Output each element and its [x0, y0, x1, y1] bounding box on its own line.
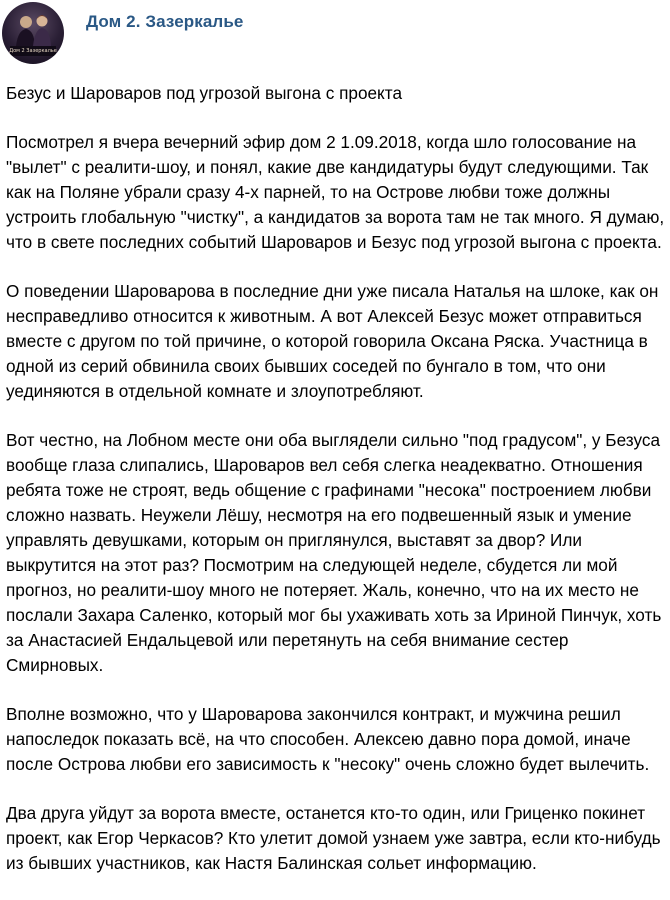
post-paragraph: О поведении Шароварова в последние дни уже писала Наталья на шлоке, как он несправедливо относится к животным. А вот Алексей Безус может отправиться вместе с другом по той причине, о которой говорила Оксана Ряска. Участница в одной из серий обвинила своих бывших соседей по бунгало в том, что они уединяются в отдельной комнате и злоупотребляют. [6, 281, 659, 401]
post-title: Безус и Шароваров под угрозой выгона с проекта [6, 83, 403, 103]
post-paragraph: Посмотрел я вчера вечерний эфир дом 2 1.09.2018, когда шло голосование на "вылет" с реалити-шоу, и понял, какие две кандидатуры будут следующими. Так как на Поляне убрали сразу 4-х парней, то на Острове любви тоже должны устроить глобальную "чистку", а кандидатов за ворота там не так много. Я думаю, что в свете последних событий Шароваров и Безус под угрозой выгона с проекта. [6, 132, 665, 252]
community-avatar[interactable] [2, 2, 64, 64]
svg-text:Дом 2 Зазеркалье: Дом 2 Зазеркалье [9, 48, 57, 54]
avatar-image-icon [2, 2, 64, 64]
post-text [6, 81, 666, 900]
post-paragraph: Вот честно, на Лобном месте они оба выглядели сильно "под градусом", у Безуса вообще глаза слипались, Шароваров вел себя слегка неадекватно. Отношения ребята тоже не строят, ведь общение с графинами "несока" построением любви сложно назвать. Неужели Лёшу, несмотря на его подвешенный язык и умение управлять девушками, которым он приглянулся, выставят за двор? Или выкрутится на этот раз? Посмотрим на следующей неделе, сбудется ли мой прогноз, но реалити-шоу много не потеряет. Жаль, конечно, что на их место не послали Захара Саленко, который мог бы ухаживать хоть за Ириной Пинчук, хоть за Анастасией Ендальцевой или перетянуть на себя внимание сестер Смирновых. [6, 430, 662, 675]
post-paragraph: Вполне возможно, что у Шароварова закончился контракт, и мужчина решил напоследок показать всё, на что способен. Алексею давно пора домой, иначе после Острова любви его зависимость к "несоку" очень сложно будет вылечить. [6, 704, 650, 774]
post-header [0, 0, 670, 62]
post-paragraph: Два друга уйдут за ворота вместе, останется кто-то один, или Гриценко покинет проект, как Егор Черкасов? Кто улетит домой узнаем уже завтра, если кто-нибудь из бывших участников, как Настя Балинская сольет информацию. [6, 803, 661, 873]
community-name-link[interactable]: Дом 2. Зазеркалье [86, 12, 244, 31]
